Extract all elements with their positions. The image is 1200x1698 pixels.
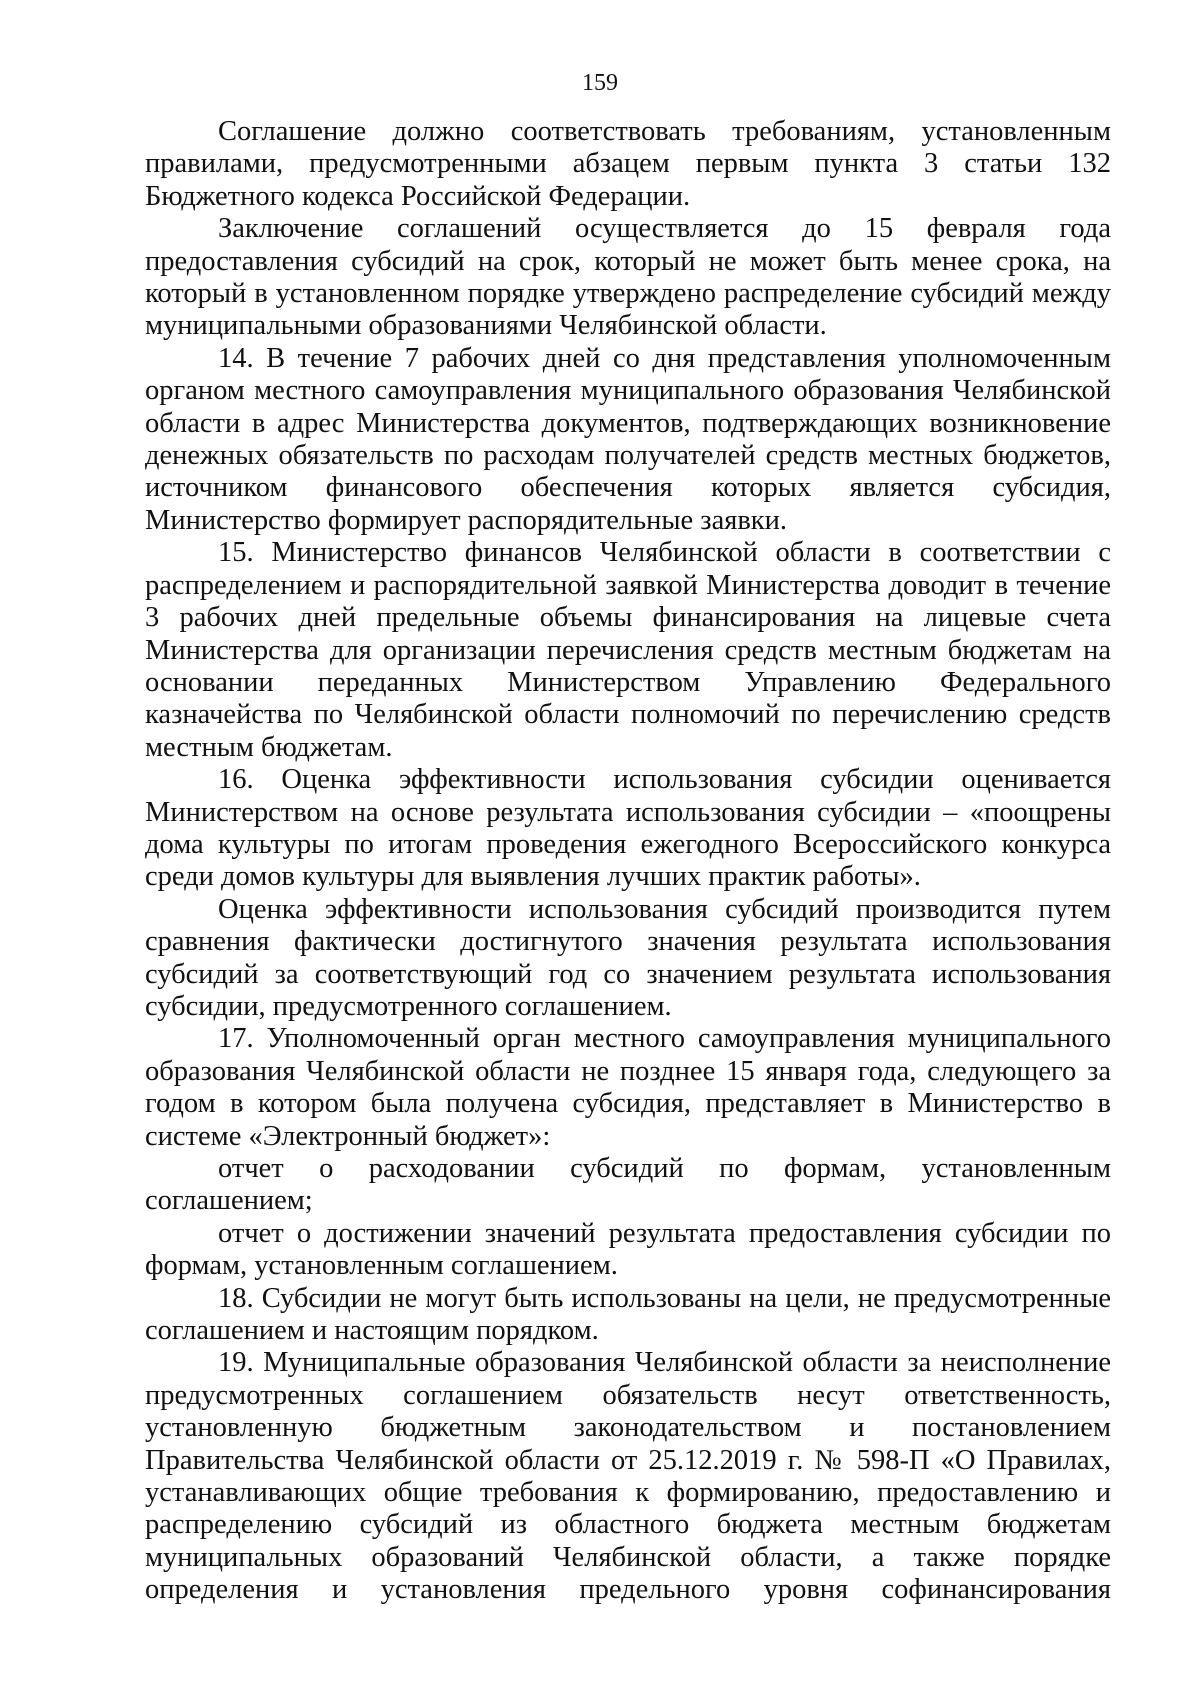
paragraph-agreement-requirements: Соглашение должно соответствовать требованиям, установленным правилами, предусмотренными абзацем первым пункта 3 статьи 132 Бюджетного кодекса Российской Федерации.: [145, 116, 1111, 212]
paragraph-agreement-conclusion: Заключение соглашений осуществляется до 15 февраля года предоставления субсидий на срок, который не может быть менее срока, на который в установленном порядке утверждено распределение субсидий между муниципальными образованиями Челябинской области.: [145, 213, 1111, 342]
paragraph-item-17: 17. Уполномоченный орган местного самоуправления муниципального образования Челябинской области не позднее 15 января года, следующего за годом в котором была получена субсидия, представляет в Министерство в системе «Электронный бюджет»:: [145, 1023, 1111, 1152]
paragraph-efficiency-assessment: Оценка эффективности использования субсидий производится путем сравнения фактически достигнутого значения результата использования субсидий за соответствующий год со значением результата использования субсидии, предусмотренного соглашением.: [145, 893, 1111, 1022]
paragraph-item-19: 19. Муниципальные образования Челябинской области за неисполнение предусмотренных соглашением обязательств несут ответственность, установленную бюджетным законодательством и постановлением Правительства Челябинской области от 25.12.2019 г. № 598-П «О Правилах, устанавливающих общие требования к формированию, предоставлению и распределению субсидий из областного бюджета местным бюджетам муниципальных образований Челябинской области, а также порядке определения и установления предельного уровня софинансирования: [145, 1347, 1111, 1606]
paragraph-item-14: 14. В течение 7 рабочих дней со дня представления уполномоченным органом местного самоуправления муниципального образования Челябинской области в адрес Министерства документов, подтверждающих возникновение денежных обязательств по расходам получателей средств местных бюджетов, источником финансового обеспечения которых является субсидия, Министерство формирует распорядительные заявки.: [145, 342, 1111, 536]
paragraph-expense-report: отчет о расходовании субсидий по формам, установленным соглашением;: [145, 1153, 1111, 1217]
paragraph-item-15: 15. Министерство финансов Челябинской области в соответствии с распределением и распорядительной заявкой Министерства доводит в течение 3 рабочих дней предельные объемы финансирования на лицевые счета Министерства для организации перечисления средств местным бюджетам на основании переданных Министерством Управлению Федерального казначейства по Челябинской области полномочий по перечислению средств местным бюджетам.: [145, 537, 1111, 763]
paragraph-item-16: 16. Оценка эффективности использования субсидии оценивается Министерством на основе результата использования субсидии – «поощрены дома культуры по итогам проведения ежегодного Всероссийского конкурса среди домов культуры для выявления лучших практик работы».: [145, 764, 1111, 893]
document-body: [145, 116, 1111, 1607]
paragraph-item-18: 18. Субсидии не могут быть использованы на цели, не предусмотренные соглашением и настоящим порядком.: [145, 1282, 1111, 1347]
page-number: 159: [582, 70, 618, 96]
paragraph-results-report: отчет о достижении значений результата предоставления субсидии по формам, установленным соглашением.: [145, 1217, 1111, 1282]
